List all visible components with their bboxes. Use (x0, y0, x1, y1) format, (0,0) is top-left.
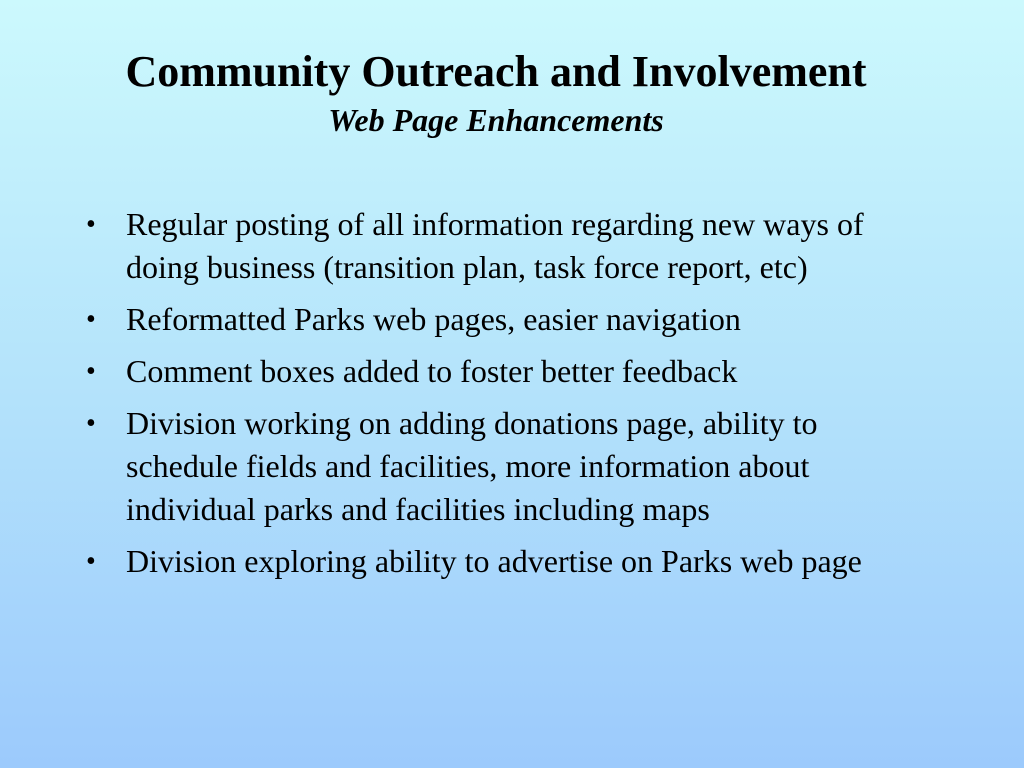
slide-subtitle: Web Page Enhancements (328, 102, 664, 138)
bullet-text: Comment boxes added to foster better feedback (126, 353, 738, 389)
bullet-text: Division exploring ability to advertise on Parks web page (126, 543, 862, 579)
bullet-item (84, 540, 934, 583)
bullet-list (84, 203, 934, 592)
bullet-item (84, 350, 934, 393)
bullet-icon: • (86, 209, 96, 240)
bullet-text: Regular posting of all information regarding new ways of doing business (transition plan, task force report, etc) (126, 206, 864, 285)
title-block (0, 44, 992, 140)
bullet-item (84, 203, 934, 289)
slide-title: Community Outreach and Involvement (125, 47, 867, 96)
bullet-item (84, 298, 934, 341)
bullet-icon: • (86, 546, 96, 577)
bullet-text: Division working on adding donations page, ability to schedule fields and facilities, more information about individual parks and facilities including maps (126, 405, 818, 527)
bullet-text: Reformatted Parks web pages, easier navigation (126, 301, 741, 337)
bullet-icon: • (86, 356, 96, 387)
bullet-icon: • (86, 304, 96, 335)
bullet-icon: • (86, 408, 96, 439)
bullet-item (84, 402, 934, 531)
